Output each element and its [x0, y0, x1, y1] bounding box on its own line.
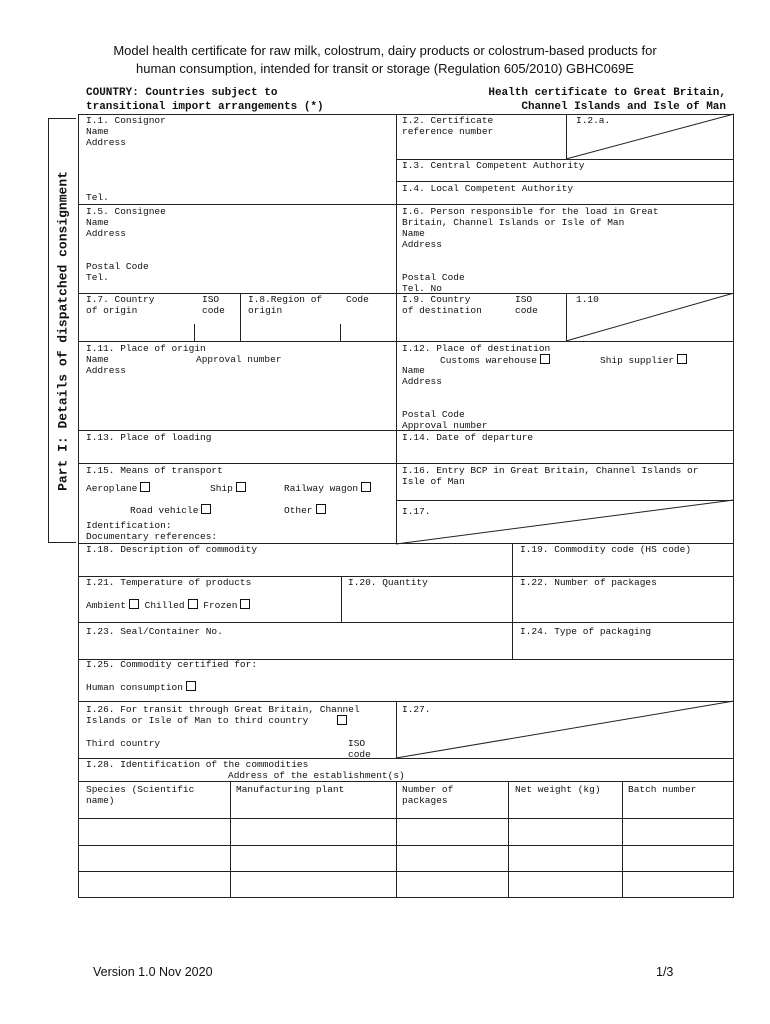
table-header-batch: Batch number [628, 784, 697, 795]
field-i9-country-destination: I.9. Country of destination [402, 294, 482, 316]
field-i27: I.27. [402, 704, 431, 715]
other-row [284, 504, 326, 516]
table-row [78, 871, 734, 872]
field-i8-region: I.8.Region of origin [248, 294, 323, 316]
document-title-line2: human consumption, intended for transit or storage (Regulation 605/2010) GBHC069E [136, 61, 634, 76]
field-i4-local-authority: I.4. Local Competent Authority [402, 183, 574, 194]
field-i19-commodity-code: I.19. Commodity code (HS code) [520, 544, 692, 555]
document-title-line1: Model health certificate for raw milk, colostrum, dairy products or colostrum-based products for [113, 43, 657, 58]
i12-ship-label: Ship supplier [600, 355, 675, 366]
field-i6-postal: Postal Code Tel. No [402, 272, 465, 294]
i27-diagonal [396, 701, 734, 758]
field-i15-identification: Identification: Documentary references: [86, 520, 218, 542]
field-i11-approval: Approval number [196, 354, 282, 365]
field-i15-transport: I.15. Means of transport [86, 465, 223, 476]
footer-page-number: 1/3 [656, 965, 674, 979]
certificate-heading-line2: Channel Islands and Isle of Man [521, 101, 726, 113]
customs-warehouse-checkbox[interactable] [540, 354, 550, 364]
certificate-heading-line1: Health certificate to Great Britain, [488, 87, 726, 99]
i10-diagonal [566, 293, 734, 341]
aeroplane-checkbox[interactable] [140, 482, 150, 492]
i2a-diagonal [566, 114, 734, 159]
human-consumption-row [86, 681, 196, 693]
i17-diagonal [396, 500, 734, 544]
i12-ship-row [600, 354, 687, 366]
field-i3-central-authority: I.3. Central Competent Authority [402, 160, 585, 171]
field-i5-postal: Postal Code Tel. [86, 261, 149, 283]
table-header-net-weight: Net weight (kg) [515, 784, 601, 795]
table-header-packages: Number of packages [402, 784, 454, 806]
field-i14-date-departure: I.14. Date of departure [402, 432, 534, 443]
field-i18-description: I.18. Description of commodity [86, 544, 258, 555]
ambient-checkbox[interactable] [129, 599, 139, 609]
field-i26-transit: I.26. For transit through Great Britain, Channel Islands or Isle of Man to third country [86, 704, 360, 726]
field-i17: I.17. [402, 506, 431, 517]
field-i6-responsible: I.6. Person responsible for the load in Great Britain, Channel Islands or Isle of Man Name Address [402, 206, 659, 250]
field-i12-postal: Postal Code Approval number [402, 409, 488, 431]
field-i10: 1.10 [576, 294, 599, 305]
field-i28-identification: I.28. Identification of the commodities [86, 759, 309, 770]
field-i22-packages: I.22. Number of packages [520, 577, 657, 588]
road-label: Road vehicle [130, 505, 199, 516]
field-i26-iso: ISO code [348, 738, 371, 760]
chilled-label: Chilled [144, 600, 185, 611]
field-i13-place-loading: I.13. Place of loading [86, 432, 212, 443]
aeroplane-row [86, 482, 150, 494]
human-consumption-checkbox[interactable] [186, 681, 196, 691]
frozen-label: Frozen [203, 600, 238, 611]
table-row [78, 818, 734, 819]
field-i7-iso: ISO code [202, 294, 225, 316]
country-heading-line2: transitional import arrangements (*) [86, 101, 324, 113]
ship-label: Ship [210, 483, 233, 494]
field-i1-consignor: I.1. Consignor Name Address [86, 115, 166, 148]
footer-version: Version 1.0 Nov 2020 [93, 965, 213, 979]
field-i8-code: Code [346, 294, 369, 305]
ambient-label: Ambient [86, 600, 126, 611]
other-label: Other [284, 505, 313, 516]
part-one-side-label [48, 118, 76, 543]
chilled-checkbox[interactable] [188, 599, 198, 609]
field-i1-tel: Tel. [86, 192, 109, 203]
transit-third-country-checkbox[interactable] [337, 715, 347, 725]
i12-customs-row [440, 354, 550, 366]
field-i2a: I.2.a. [576, 115, 611, 126]
field-i12-name: Name Address [402, 365, 442, 387]
frozen-checkbox[interactable] [240, 599, 250, 609]
field-i2-reference: I.2. Certificate reference number [402, 115, 494, 137]
country-heading-line1: COUNTRY: Countries subject to [86, 87, 278, 99]
field-i7-country-origin: I.7. Country of origin [86, 294, 155, 316]
other-checkbox[interactable] [316, 504, 326, 514]
field-i20-quantity: I.20. Quantity [348, 577, 428, 588]
human-consumption-label: Human consumption [86, 682, 183, 693]
field-i23-seal: I.23. Seal/Container No. [86, 626, 223, 637]
field-i26-third-country: Third country [86, 738, 161, 749]
table-header-plant: Manufacturing plant [236, 784, 345, 795]
ship-row [210, 482, 246, 494]
field-i21-temperature: I.21. Temperature of products [86, 577, 252, 588]
field-i28-address: Address of the establishment(s) [228, 770, 405, 781]
field-i5-consignee: I.5. Consignee Name Address [86, 206, 166, 239]
field-i9-iso: ISO code [515, 294, 538, 316]
part-one-label-text: Part I: Details of dispatched consignment [55, 171, 71, 491]
i12-customs-label: Customs warehouse [440, 355, 537, 366]
field-i24-packaging-type: I.24. Type of packaging [520, 626, 652, 637]
road-vehicle-checkbox[interactable] [201, 504, 211, 514]
table-header-species: Species (Scientific name) [86, 784, 195, 806]
road-row [130, 504, 211, 516]
field-i12-place-destination: I.12. Place of destination [402, 343, 551, 354]
table-row [78, 845, 734, 846]
ship-supplier-checkbox[interactable] [677, 354, 687, 364]
ship-checkbox[interactable] [236, 482, 246, 492]
field-i11-place-origin: I.11. Place of origin Name Address [86, 343, 206, 376]
field-i25-certified-for: I.25. Commodity certified for: [86, 659, 258, 670]
field-i16-entry-bcp: I.16. Entry BCP in Great Britain, Channel Islands or Isle of Man [402, 465, 699, 487]
aeroplane-label: Aeroplane [86, 483, 138, 494]
railway-wagon-checkbox[interactable] [361, 482, 371, 492]
railway-row [284, 482, 371, 494]
railway-label: Railway wagon [284, 483, 359, 494]
temperature-options [86, 599, 250, 611]
